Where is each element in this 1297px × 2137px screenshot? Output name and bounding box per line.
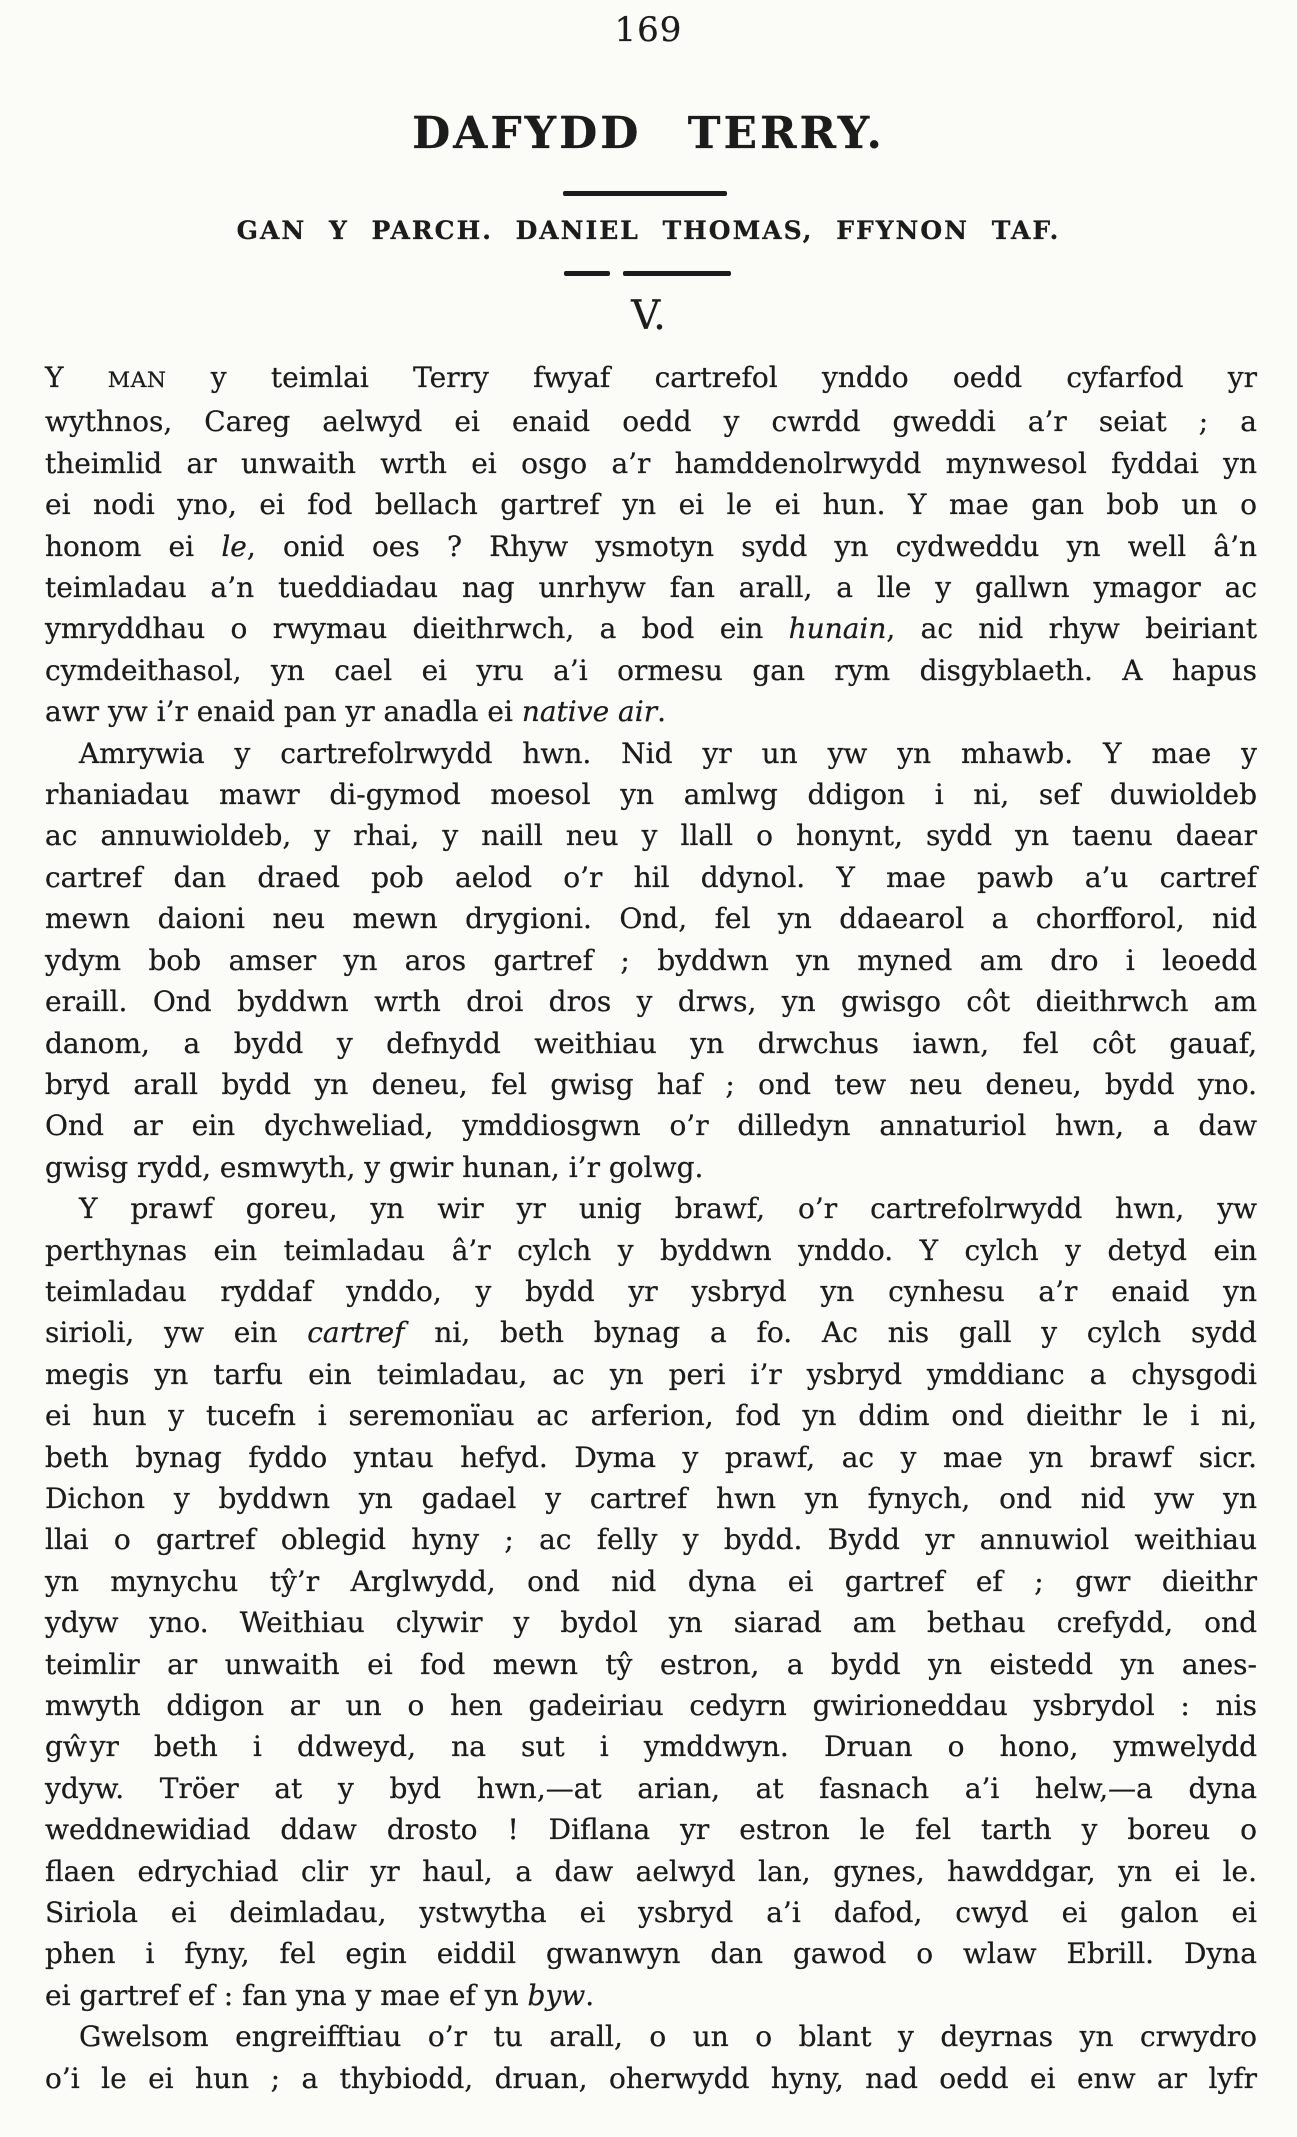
- rule-segment: [564, 271, 610, 276]
- text-line: mewn daioni neu mewn drygioni. Ond, fel yn ddaearol a chorfforol, nid: [45, 902, 1257, 936]
- text-line: awr yw i’r enaid pan yr anadla ei native air.: [45, 695, 666, 729]
- text-line: teimlir ar unwaith ei fod mewn tŷ estron, a bydd yn eistedd yn anes-: [45, 1647, 1257, 1681]
- text-line: danom, a bydd y defnydd weithiau yn drwchus iawn, fel côt gauaf,: [45, 1026, 1257, 1060]
- text-line: teimladau ryddaf ynddo, y bydd yr ysbryd yn cynhesu a’r enaid yn: [45, 1274, 1257, 1308]
- page-number: 169: [614, 10, 683, 50]
- text-line: beth bynag fyddo yntau hefyd. Dyma y prawf, ac y mae yn brawf sicr.: [45, 1440, 1257, 1474]
- text-line: phen i fyny, fel egin eiddil gwanwyn dan gawod o wlaw Ebrill. Dyna: [45, 1937, 1257, 1971]
- text-line: llai o gartref oblegid hyny ; ac felly y bydd. Bydd yr annuwiol weithiau: [45, 1523, 1257, 1557]
- text-line: theimlid ar unwaith wrth ei osgo a’r hamddenolrwydd mynwesol fyddai yn: [45, 446, 1257, 480]
- text-line: cymdeithasol, yn cael ei yru a’i ormesu gan rym disgyblaeth. A hapus: [45, 653, 1257, 687]
- separator-rule: [563, 191, 727, 196]
- text-line: Amrywia y cartrefolrwydd hwn. Nid yr un yw yn mhawb. Y mae y: [79, 736, 1257, 770]
- text-line: yn mynychu tŷ’r Arglwydd, ond nid dyna ei gartref ef ; gwr dieithr: [45, 1564, 1257, 1598]
- text-line: ei gartref ef : fan yna y mae ef yn byw.: [45, 1978, 595, 2012]
- italic-run: native air: [521, 695, 658, 729]
- text-line: megis yn tarfu ein teimladau, ac yn peri i’r ysbryd ymddianc a chysgodi: [45, 1357, 1257, 1391]
- text-line: bryd arall bydd yn deneu, fel gwisg haf ; ond tew neu deneu, bydd yno.: [45, 1067, 1257, 1101]
- text-line: Ond ar ein dychweliad, ymddiosgwn o’r dilledyn annaturiol hwn, a daw: [45, 1109, 1257, 1143]
- body-text: [45, 357, 1257, 2099]
- text-line: gŵyr beth i ddweyd, na sut i ymddwyn. Druan o hono, ymwelydd: [45, 1730, 1257, 1764]
- text-line: weddnewidiad ddaw drosto ! Diflana yr estron le fel tarth y boreu o: [45, 1813, 1257, 1847]
- text-line: gwisg rydd, esmwyth, y gwir hunan, i’r golwg.: [45, 1150, 704, 1184]
- text-line: o’i le ei hun ; a thybiodd, druan, oherwydd hyny, nad oedd ei enw ar lyfr: [45, 2061, 1257, 2095]
- text-line: honom ei le, onid oes ? Rhyw ysmotyn sydd yn cydweddu yn well â’n: [45, 529, 1257, 563]
- text-line: Y prawf goreu, yn wir yr unig brawf, o’r cartrefolrwydd hwn, yw: [79, 1192, 1257, 1226]
- text-line: eraill. Ond byddwn wrth droi dros y drws, yn gwisgo côt dieithrwch am: [45, 985, 1257, 1019]
- text-line: wythnos, Careg aelwyd ei enaid oedd y cwrdd gweddi a’r seiat ; a: [45, 405, 1257, 439]
- text-line: ei nodi yno, ei fod bellach gartref yn ei le ei hun. Y mae gan bob un o: [45, 488, 1257, 522]
- section-numeral: V.: [631, 293, 666, 339]
- text-line: mwyth ddigon ar un o hen gadeiriau cedyrn gwirioneddau ysbrydol : nis: [45, 1689, 1257, 1722]
- text-line: Dichon y byddwn yn gadael y cartref hwn yn fynych, ond nid yw yn: [45, 1481, 1257, 1515]
- text-line: ac annuwioldeb, y rhai, y naill neu y llall o honynt, sydd yn taenu daear: [45, 819, 1257, 853]
- italic-run: le: [221, 529, 247, 563]
- italic-run: hunain: [788, 612, 887, 646]
- text-line: ydym bob amser yn aros gartref ; byddwn yn myned am dro i leoedd: [45, 943, 1257, 977]
- text-line: Siriola ei deimladau, ystwytha ei ysbryd a’i dafod, cwyd ei galon ei: [45, 1896, 1257, 1930]
- chapter-title: DAFYDD TERRY.: [412, 108, 885, 159]
- text-line: sirioli, yw ein cartref ni, beth bynag a fo. Ac nis gall y cylch sydd: [45, 1316, 1257, 1350]
- smallcaps-run: MAN: [107, 368, 167, 393]
- text-line: cartref dan draed pob aelod o’r hil ddynol. Y mae pawb a’u cartref: [45, 860, 1257, 894]
- text-line: ei hun y tucefn i seremonïau ac arferion, fod yn ddim ond dieithr le i ni,: [45, 1399, 1257, 1433]
- separator-rule-broken: [564, 271, 731, 276]
- text-line: ydyw yno. Weithiau clywir y bydol yn siarad am bethau crefydd, ond: [45, 1606, 1257, 1640]
- text-line: ydyw. Tröer at y byd hwn,—at arian, at fasnach a’i helw,—a dyna: [45, 1771, 1257, 1805]
- text-line: perthynas ein teimladau â’r cylch y byddwn ynddo. Y cylch y detyd ein: [45, 1233, 1257, 1267]
- rule-segment: [623, 271, 731, 276]
- italic-run: byw: [527, 1978, 586, 2012]
- text-line: ymryddhau o rwymau dieithrwch, a bod ein hunain, ac nid rhyw beiriant: [45, 612, 1258, 646]
- text-line: flaen edrychiad clir yr haul, a daw aelwyd lan, gynes, hawddgar, yn ei le.: [45, 1854, 1257, 1888]
- text-line: rhaniadau mawr di-gymod moesol yn amlwg ddigon i ni, sef duwioldeb: [45, 778, 1257, 812]
- italic-run: cartref: [307, 1316, 405, 1350]
- text-line: Y MAN y teimlai Terry fwyaf cartrefol ynddo oedd cyfarfod yr: [45, 361, 1257, 394]
- text-line: teimladau a’n tueddiadau nag unrhyw fan arall, a lle y gallwn ymagor ac: [45, 571, 1257, 605]
- byline: GAN Y PARCH. DANIEL THOMAS, FFYNON TAF.: [236, 216, 1061, 245]
- text-line: Gwelsom engreifftiau o’r tu arall, o un o blant y deyrnas yn crwydro: [79, 2020, 1257, 2054]
